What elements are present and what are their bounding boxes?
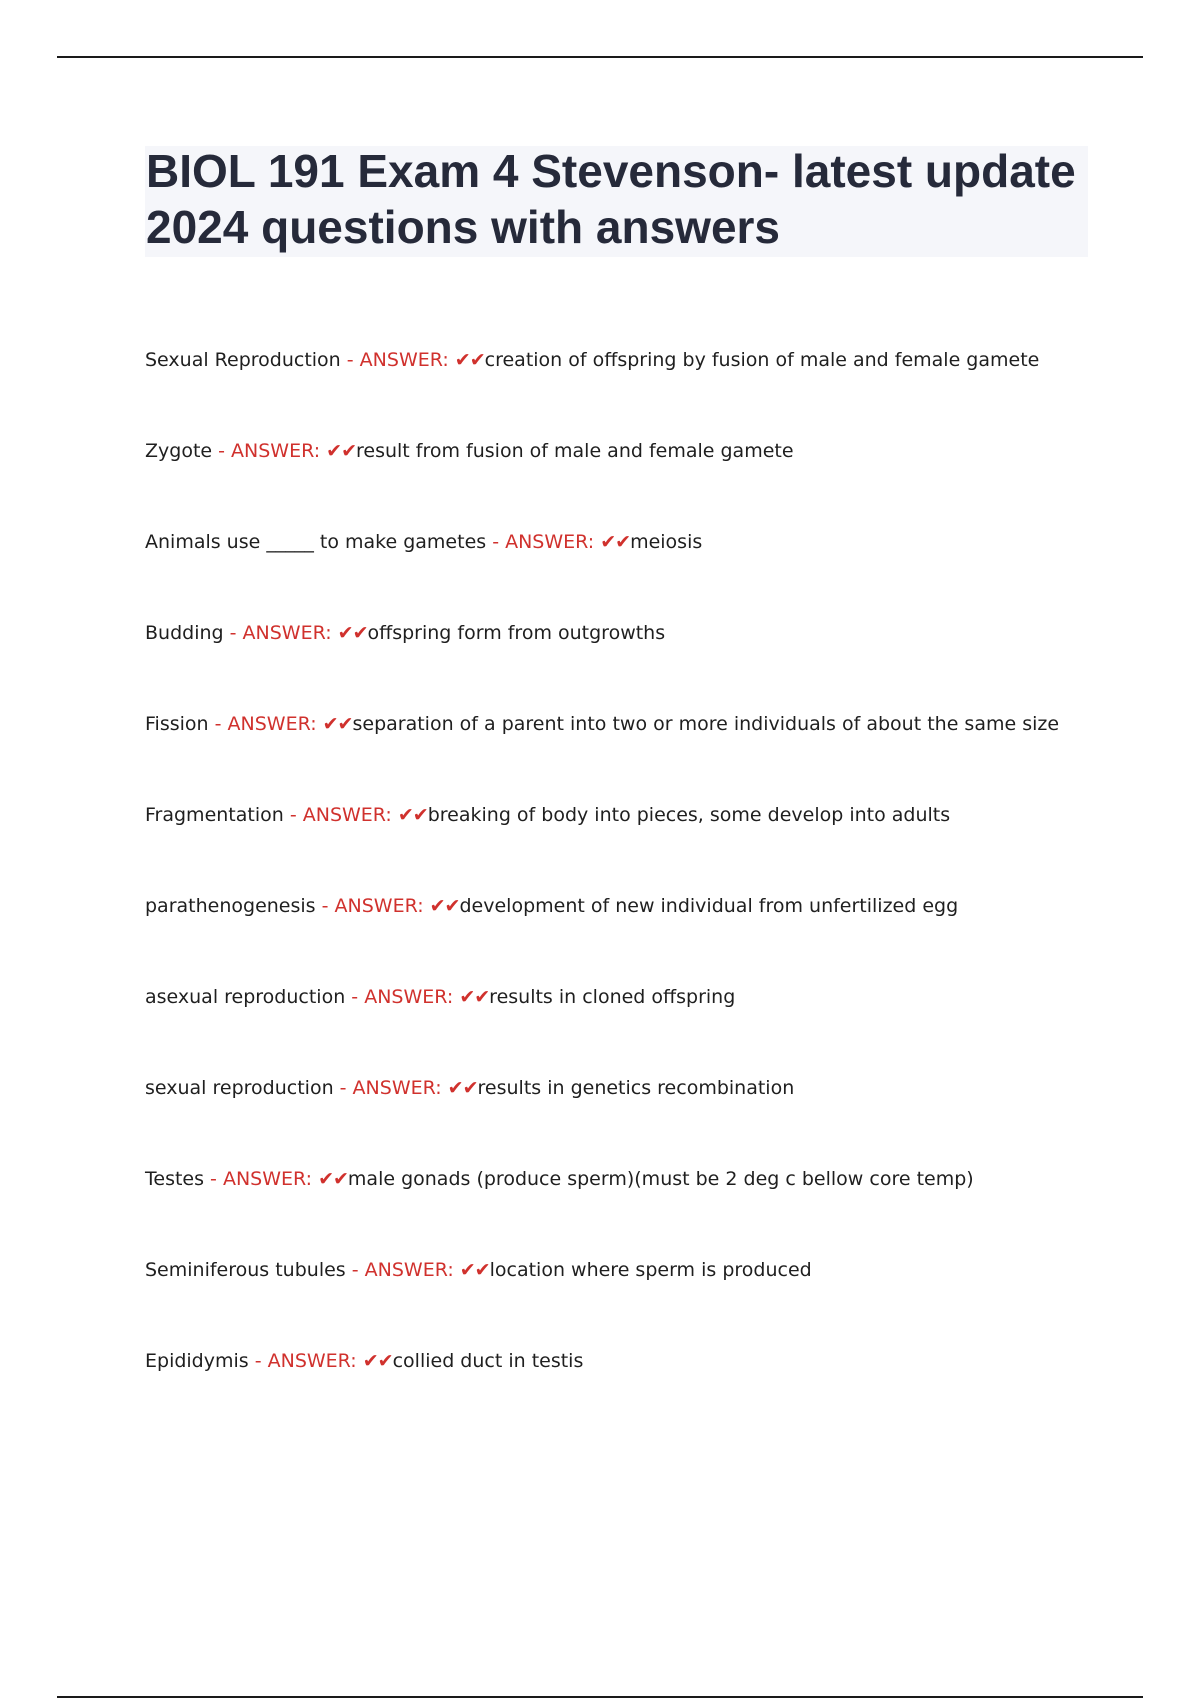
qa-item (145, 345, 1145, 436)
answer-label: - ANSWER: (333, 1077, 448, 1099)
answer-label: - ANSWER: (315, 895, 430, 917)
question-term: Fission (145, 713, 209, 735)
question-term: Animals use _____ to make gametes (145, 531, 487, 553)
document-title: BIOL 191 Exam 4 Stevenson- latest update 2024 questions with answers (146, 145, 1076, 253)
qa-item (145, 891, 1145, 982)
answer-text: results in cloned offspring (489, 986, 736, 1008)
qa-item (145, 527, 1145, 618)
qa-item (145, 982, 1145, 1073)
check-icon: ✔✔ (318, 1168, 348, 1190)
answer-text: collied duct in testis (392, 1350, 584, 1372)
answer-label: - ANSWER: (345, 1259, 460, 1281)
answer-label: - ANSWER: (486, 531, 601, 553)
check-icon: ✔✔ (454, 349, 485, 371)
answer-text: development of new individual from unfertilized egg (459, 895, 959, 917)
answer-text: creation of offspring by fusion of male and female gamete (484, 349, 1040, 371)
question-term: asexual reproduction (145, 986, 346, 1008)
qa-item (145, 1255, 1145, 1346)
check-icon: ✔✔ (337, 622, 368, 644)
answer-label: - ANSWER: (208, 713, 323, 735)
question-term: Epididymis (145, 1350, 249, 1372)
answer-label: - ANSWER: (345, 986, 460, 1008)
answer-label: - ANSWER: (248, 1350, 363, 1372)
question-term: Zygote (145, 440, 213, 462)
answer-text: location where sperm is produced (489, 1259, 812, 1281)
qa-item (145, 436, 1145, 527)
qa-item (145, 1073, 1145, 1164)
check-icon: ✔✔ (447, 1077, 478, 1099)
check-icon: ✔✔ (326, 440, 356, 462)
answer-label: - ANSWER: (340, 349, 455, 371)
answer-text: results in genetics recombination (477, 1077, 795, 1099)
question-term: Testes (145, 1168, 205, 1190)
qa-item (145, 709, 1145, 800)
question-term: Sexual Reproduction (145, 349, 341, 371)
bottom-rule (57, 1696, 1143, 1698)
answer-label: - ANSWER: (283, 804, 398, 826)
answer-text: separation of a parent into two or more individuals of about the same size (352, 713, 1060, 735)
qa-item (145, 618, 1145, 709)
check-icon: ✔✔ (459, 986, 490, 1008)
check-icon: ✔✔ (322, 713, 353, 735)
check-icon: ✔✔ (600, 531, 631, 553)
answer-text: breaking of body into pieces, some develop into adults (427, 804, 951, 826)
answer-text: male gonads (produce sperm)(must be 2 deg c bellow core temp) (347, 1168, 974, 1190)
qa-item (145, 1164, 1145, 1255)
qa-list (145, 345, 1145, 1437)
question-term: Seminiferous tubules (145, 1259, 346, 1281)
answer-label: - ANSWER: (204, 1168, 319, 1190)
answer-text: offspring form from outgrowths (367, 622, 666, 644)
answer-text: result from fusion of male and female gamete (356, 440, 794, 462)
check-icon: ✔✔ (362, 1350, 393, 1372)
check-icon: ✔✔ (397, 804, 428, 826)
answer-label: - ANSWER: (223, 622, 338, 644)
qa-item (145, 800, 1145, 891)
check-icon: ✔✔ (459, 1259, 490, 1281)
question-term: Fragmentation (145, 804, 284, 826)
check-icon: ✔✔ (429, 895, 460, 917)
answer-text: meiosis (630, 531, 703, 553)
answer-label: - ANSWER: (212, 440, 327, 462)
qa-item (145, 1346, 1145, 1437)
question-term: Budding (145, 622, 224, 644)
top-rule (57, 56, 1143, 58)
question-term: sexual reproduction (145, 1077, 334, 1099)
question-term: parathenogenesis (145, 895, 316, 917)
